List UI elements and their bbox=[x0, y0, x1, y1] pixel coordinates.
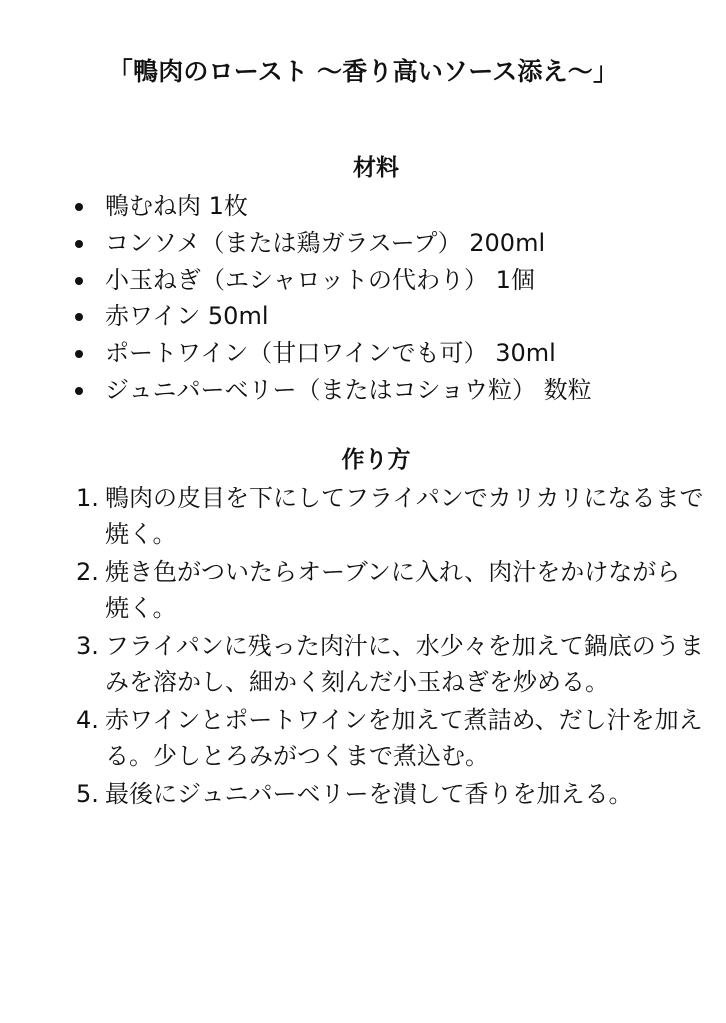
ingredient-item: 赤ワイン 50ml bbox=[70, 298, 710, 335]
step-item bbox=[76, 702, 704, 774]
ingredient-item: ジュニパーベリー（またはコショウ粒） 数粒 bbox=[70, 372, 710, 409]
step-text: 赤ワインとポートワインを加えて煮詰め、だし汁を加える。少しとろみがつくまで煮込む。 bbox=[105, 706, 703, 770]
step-item bbox=[76, 628, 704, 700]
step-text: 焼き色がついたらオーブンに入れ、肉汁をかけながら焼く。 bbox=[105, 558, 681, 622]
step-number: 2. bbox=[76, 558, 99, 586]
ingredients-heading: 材料 bbox=[353, 155, 399, 181]
step-number: 3. bbox=[76, 632, 99, 660]
ingredient-item: ポートワイン（甘口ワインでも可） 30ml bbox=[70, 335, 710, 372]
ingredient-item: 鴨むね肉 1枚 bbox=[70, 188, 710, 225]
ingredients-list bbox=[70, 188, 710, 409]
ingredient-item: コンソメ（または鶏ガラスープ） 200ml bbox=[70, 225, 710, 262]
steps-heading: 作り方 bbox=[341, 447, 411, 473]
step-text: 最後にジュニパーベリーを潰して香りを加える。 bbox=[105, 780, 633, 808]
step-item bbox=[76, 554, 704, 626]
step-number: 4. bbox=[76, 706, 99, 734]
step-item bbox=[76, 776, 704, 812]
step-number: 5. bbox=[76, 780, 99, 808]
step-number: 1. bbox=[76, 484, 99, 512]
step-text: 鴨肉の皮目を下にしてフライパンでカリカリになるまで焼く。 bbox=[105, 484, 704, 548]
steps-list bbox=[76, 480, 704, 814]
ingredient-item: 小玉ねぎ（エシャロットの代わり） 1個 bbox=[70, 262, 710, 299]
step-item bbox=[76, 480, 704, 552]
step-text: フライパンに残った肉汁に、水少々を加えて鍋底のうまみを溶かし、細かく刻んだ小玉ねぎを炒める。 bbox=[105, 632, 704, 696]
recipe-title: 「鴨肉のロースト 〜香り高いソース添え〜」 bbox=[107, 57, 619, 86]
